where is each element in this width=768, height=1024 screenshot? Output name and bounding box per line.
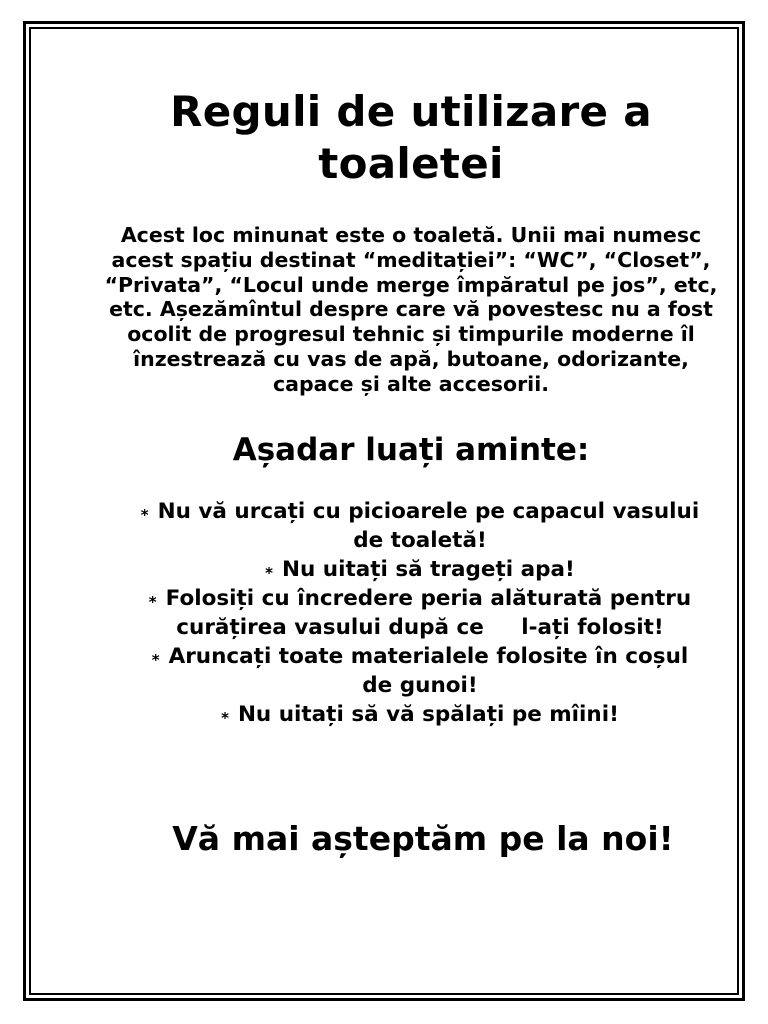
rule-item: [135, 700, 705, 729]
rule-item: [135, 642, 705, 700]
rules-heading: Așadar luați aminte:: [232, 431, 590, 468]
asterisk-bullet-icon: ⁎: [151, 646, 160, 665]
rules-list: [95, 497, 727, 729]
rule-item: [135, 497, 705, 555]
asterisk-bullet-icon: ⁎: [221, 704, 229, 723]
rule-text: Folosiți cu încredere peria alăturată pentru curățirea vasului după ce l-ați folosit!: [165, 585, 699, 640]
rule-text: Nu uitați să vă spălați pe mîini!: [237, 701, 619, 727]
asterisk-bullet-icon: ⁎: [140, 501, 149, 520]
rule-text: Nu uitați să trageți apa!: [281, 556, 575, 582]
rule-item: [135, 584, 705, 642]
rule-text: Nu vă urcați cu picioarele pe capacul vasului de toaletă!: [157, 498, 700, 553]
intro-paragraph: Acest loc minunat este o toaletă. Unii mai numesc acest spațiu destinat “meditației”: “WC”, “Closet”, “Privata”, “Locul unde merge împăratul pe jos”, etc, etc. Așezămîntul despre care vă povestesc nu a fost ocolit de progresul tehnic și timpurile moderne îl înzestrează cu vas de apă, butoane, odorizante, capace și alte accesorii.: [104, 223, 718, 396]
rule-item: [135, 555, 705, 584]
closing-line: Vă mai așteptăm pe la noi!: [172, 818, 674, 858]
asterisk-bullet-icon: ⁎: [148, 588, 157, 607]
document-body: [95, 86, 727, 859]
document-title: Reguli de utilizare a toaletei: [170, 87, 652, 188]
rule-text: Aruncați toate materialele folosite în coșul de gunoi!: [168, 643, 689, 698]
asterisk-bullet-icon: ⁎: [265, 559, 273, 578]
